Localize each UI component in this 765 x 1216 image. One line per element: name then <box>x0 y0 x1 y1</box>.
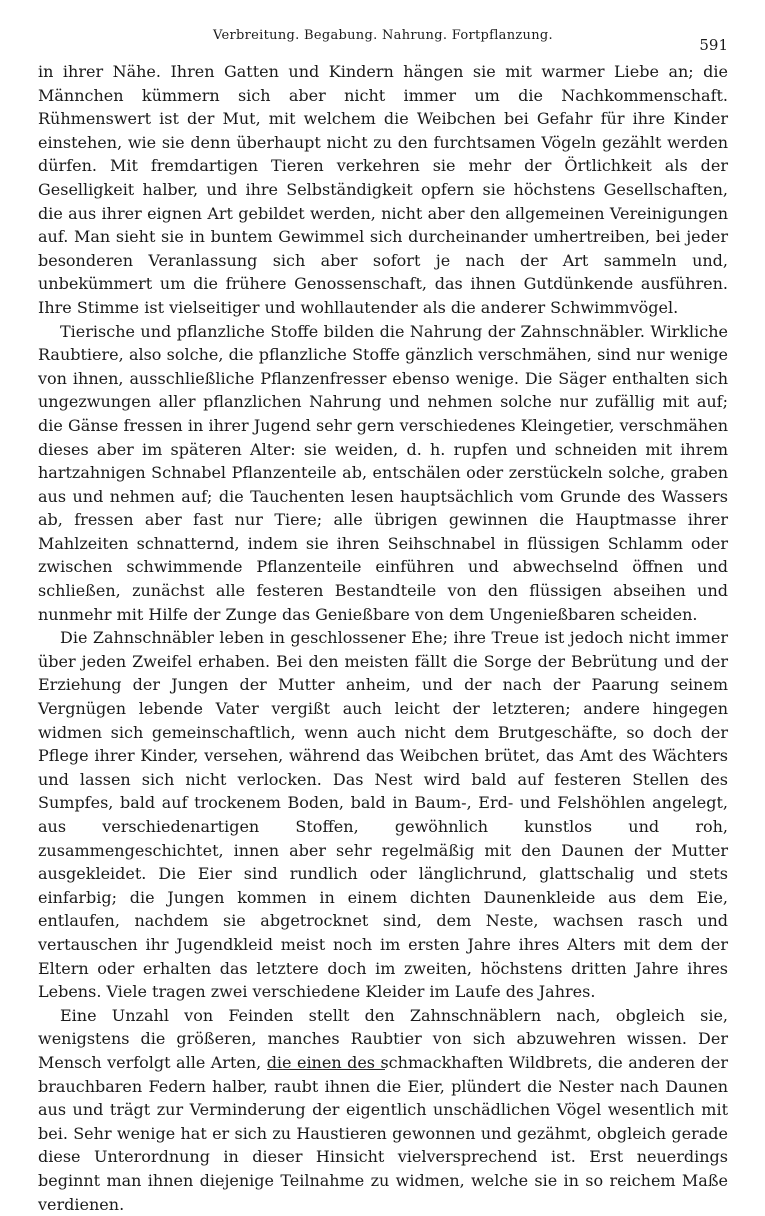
running-title: Verbreitung. Begabung. Nahrung. Fortpflanzung. <box>213 28 553 43</box>
page <box>38 22 728 1216</box>
paragraph-feinde: Eine Unzahl von Feinden stellt den Zahnschnäblern nach, obgleich sie, wenigstens die größeren, manches Raubtier von sich abzuwehren wissen. Der Mensch verfolgt alle Arten, die einen des schmackhaften Wildbrets, die anderen der brauchbaren Federn halber, raubt ihnen die Eier, plündert die Nester nach Daunen aus und trägt zur Verminderung der eigentlich unschädlichen Vögel wesentlich mit bei. Sehr wenige hat er sich zu Haustieren gewonnen und gezähmt, obgleich gerade diese Unterordnung in dieser Hinsicht vielversprechend ist. Erst neuerdings beginnt man ihnen diejenige Teilnahme zu widmen, welche sie in so reichem Maße verdienen. <box>38 1005 728 1214</box>
paragraph-fortpflanzung: Die Zahnschnäbler leben in geschlossener Ehe; ihre Treue ist jedoch nicht immer über jeden Zweifel erhaben. Bei den meisten fällt die Sorge der Bebrütung und der Erziehung der Jungen der Mutter anheim, und der nach der Paarung seinem Vergnügen lebende Vater vergißt auch leicht der letzteren; andere hingegen widmen sich gemeinschaftlich, wenn auch nicht dem Brutgeschäfte, so doch der Pflege ihrer Kinder, versehen, während das Weibchen brütet, das Amt des Wächters und lassen sich nicht verlocken. Das Nest wird bald auf festeren Stellen des Sumpfes, bald auf trockenem Boden, bald in Baum-, Erd- und Felshöhlen angelegt, aus verschiedenartigen Stoffen, gewöhnlich kunstlos und roh, zusammengeschichtet, innen aber sehr regelmäßig mit den Daunen der Mutter ausgekleidet. Die Eier sind rundlich oder länglichrund, glattschalig und stets einfarbig; die Jungen kommen in einem dichten Daunenkleide aus dem Eie, entlaufen, nachdem sie abgetrocknet sind, dem Neste, wachsen rasch und vertauschen ihr Jugendkleid meist noch im ersten Jahre ihres Alters mit dem der Eltern oder erhalten das letztere doch im zweiten, höchstens dritten Jahre ihres Lebens. Viele tragen zwei verschiedene Kleider im Laufe des Jahres. <box>38 628 728 1002</box>
end-rule <box>267 1069 385 1070</box>
page-number: 591 <box>699 36 728 54</box>
paragraph-continuation: in ihrer Nähe. Ihren Gatten und Kindern hängen sie mit warmer Liebe an; die Männchen kümmern sich aber nicht immer um die Nachkommenschaft. Rühmenswert ist der Mut, mit welchem die Weibchen bei Gefahr für ihre Kinder einstehen, wie sie denn überhaupt nicht zu den furchtsamen Vögeln gezählt werden dürfen. Mit fremdartigen Tieren verkehren sie mehr der Örtlichkeit als der Geselligkeit halber, und ihre Selbständigkeit opfern sie höchstens Gesellschaften, die aus ihrer eignen Art gebildet werden, nicht aber den allgemeinen Vereinigungen auf. Man sieht sie in buntem Gewimmel sich durcheinander umhertreiben, bei jeder besonderen Veranlassung sich aber sofort je nach der Art sammeln und, unbekümmert um die frühere Genossenschaft, das ihnen Gutdünkende ausführen. Ihre Stimme ist vielseitiger und wohllautender als die anderer Schwimmvögel. <box>38 62 728 317</box>
running-head <box>38 22 728 56</box>
body-text <box>38 60 728 1216</box>
paragraph-nahrung: Tierische und pflanzliche Stoffe bilden die Nahrung der Zahnschnäbler. Wirkliche Raubtiere, also solche, die pflanzliche Stoffe gänzlich verschmähen, sind nur wenige von ihnen, ausschließliche Pflanzenfresser ebenso wenige. Die Säger enthalten sich ungezwungen aller pflanzlichen Nahrung und nehmen solche nur zufällig mit auf; die Gänse fressen in ihrer Jugend sehr gern verschiedenes Kleingetier, verschmähen dieses aber im späteren Alter: sie weiden, d. h. rupfen und schneiden mit ihrem hartzahnigen Schnabel Pflanzenteile ab, entschälen oder zerstückeln solche, graben aus und nehmen auf; die Tauchenten lesen hauptsächlich vom Grunde des Wassers ab, fressen aber fast nur Tiere; alle übrigen gewinnen die Hauptmasse ihrer Mahlzeiten schnatternd, indem sie ihren Seihschnabel in flüssigen Schlamm oder zwischen schwimmende Pflanzenteile einführen und abwechselnd öffnen und schließen, zunächst alle festeren Bestandteile von den flüssigen abseihen und nunmehr mit Hilfe der Zunge das Genießbare von dem Ungenießbaren scheiden. <box>38 321 728 624</box>
